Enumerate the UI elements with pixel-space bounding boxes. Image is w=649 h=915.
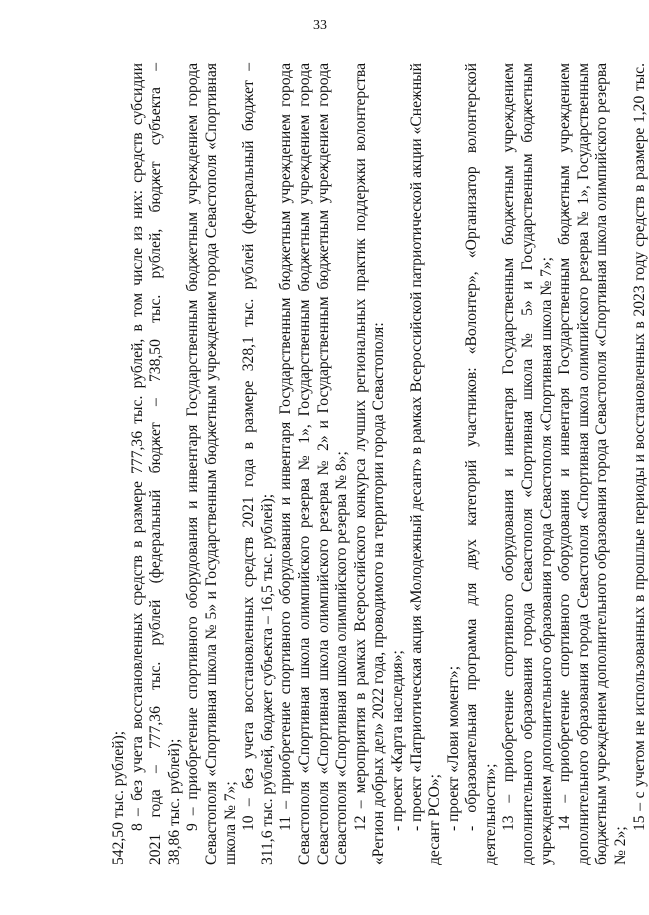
text-line: 2021 года – 777,36 тыс. рублей (федеральный бюджет – 738,50 тыс. рублей, бюджет субъекта – [147, 63, 165, 865]
text-line: 311,6 тыс. рублей, бюджет субъекта – 16,5 тыс. рублей); [258, 493, 276, 865]
text-line: 9 – приобретение спортивного оборудования и инвентаря Государственным бюджетным учреждением города [184, 63, 202, 831]
text-line: школа № 7»; [221, 781, 239, 865]
text-line: 11 – приобретение спортивного оборудования и инвентаря Государственным бюджетным учреждением города [277, 63, 295, 831]
text-line: - проект «Карта наследия»; [388, 650, 406, 831]
text-line: Севастополя «Спортивная школа олимпийского резерва № 1», Государственным бюджетным учреждением города [295, 63, 313, 865]
text-line: деятельности»; [481, 763, 499, 865]
text-line: 15 – с учетом не использованных в прошлые периоды и восстановленных в 2023 году средств в размере 1,20 тыс. [630, 63, 648, 831]
text-line: «Регион добрых дел» 2022 года, проводимого на территории города Севастополя: [370, 322, 388, 865]
text-line: № 2»; [612, 826, 630, 865]
text-line: дополнительного образования города Севастополя «Спортивная школа олимпийского резерва № 1», Государственным [574, 63, 592, 865]
text-line: - образовательная программа для двух категорий участников: «Волонтер», «Организатор волонтерской [463, 63, 481, 831]
text-line: - проект «Лови момент»; [444, 665, 462, 831]
text-line: Севастополя «Спортивная школа олимпийского резерва № 2» и Государственным бюджетным учреждением города [314, 63, 332, 865]
page-number: 33 [313, 18, 327, 33]
text-line: 10 – без учета восстановленных средств 2021 года в размере 328,1 тыс. рублей (федеральный бюджет – [240, 63, 258, 831]
text-line: Севастополя «Спортивная школа олимпийского резерва № 8»; [333, 451, 351, 865]
text-line: бюджетным учреждением дополнительного образования города Севастополя «Спортивная школа олимпийского резерва [593, 63, 611, 865]
text-line: десант РСО»; [426, 774, 444, 865]
text-line: 12 – мероприятия в рамках Всероссийского конкурса лучших региональных практик поддержки волонтерства [351, 63, 369, 831]
text-line: дополнительного образования города Севастополя «Спортивная школа № 5» и Государственным бюджетным [519, 63, 537, 865]
text-line: - проект «Патриотическая акция «Молодежный десант» в рамках Всероссийской патриотической акции «Снежный [407, 63, 425, 831]
text-line: 38,86 тыс. рублей); [165, 738, 183, 865]
rotated-text-block [110, 63, 648, 865]
text-line: 14 – приобретение спортивного оборудования и инвентаря Государственным бюджетным учреждением [556, 63, 574, 831]
text-line: 8 – без учета восстановленных средств в размере 777,36 тыс. рублей, в том числе из них: средств субсидии [128, 63, 146, 831]
text-line: 542,50 тыс. рублей); [110, 730, 127, 865]
text-line: 13 – приобретение спортивного оборудования и инвентаря Государственным бюджетным учреждением [500, 63, 518, 831]
text-line: Севастополя «Спортивная школа № 5» и Государственным бюджетным учреждением города Севастополя «Спортивная [202, 63, 220, 865]
text-line: учреждением дополнительного образования города Севастополя «Спортивная школа № 7»; [537, 256, 555, 865]
